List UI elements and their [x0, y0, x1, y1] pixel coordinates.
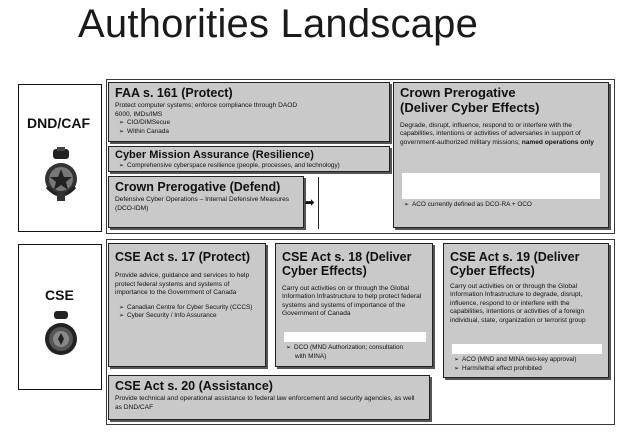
page-title: Authorities Landscape [78, 2, 479, 46]
bullet-arrow-icon: ➢ [119, 162, 125, 169]
bullet-arrow-icon: ➢ [454, 365, 460, 372]
crown-prerogative-defend-box [108, 176, 304, 228]
faa-s161-protect-box [108, 82, 390, 142]
cse-act-s19-heading-line2: Cyber Effects) [450, 264, 535, 279]
cse-act-s19-bullets [450, 356, 576, 373]
bullet-arrow-icon: ➢ [286, 345, 292, 351]
bullet-arrow-icon: ➢ [119, 128, 125, 135]
cyber-mission-assurance-box [108, 146, 390, 172]
connector-line [318, 177, 319, 229]
bullet-arrow-icon: ➢ [454, 357, 460, 363]
redaction-block [452, 344, 602, 354]
cse-act-s19-box [443, 243, 609, 378]
crown-prerogative-deliver-description [400, 122, 602, 147]
crown-prerogative-deliver-heading-line2: (Deliver Cyber Effects) [400, 99, 540, 115]
cse-label: CSE [45, 287, 74, 303]
cse-act-s17-heading: CSE Act s. 17 (Protect) [115, 250, 250, 264]
cse-act-s18-bullets [282, 344, 403, 361]
bullet-arrow-icon: ➢ [404, 202, 410, 208]
cse-act-s18-description: Carry out activities on or through the Global Information Infrastructure to help protect federal systems and systems of importance of the Government of Canada [282, 284, 422, 318]
faa-s161-heading: FAA s. 161 (Protect) [115, 86, 233, 100]
crown-prerogative-deliver-heading-line1: Crown Prerogative [400, 85, 516, 100]
cse-act-s19-heading-line1: CSE Act s. 19 (Deliver [450, 250, 580, 264]
crown-prerogative-deliver-bullet-text: ACO currently defined as DCO-RA + OCO [412, 201, 532, 208]
arrow-right-icon: ➡ [305, 197, 315, 209]
cse-act-s18-bullet [282, 344, 403, 353]
cyber-mission-assurance-bullet [115, 162, 383, 171]
crown-prerogative-defend-heading: Crown Prerogative (Defend) [115, 180, 281, 194]
bullet-arrow-icon: ➢ [119, 304, 125, 311]
cse-act-s20-heading: CSE Act s. 20 (Assistance) [115, 379, 273, 393]
cse-act-s17-bullet [115, 312, 259, 321]
faa-s161-bullet [115, 128, 383, 137]
redaction-block [402, 173, 600, 199]
dnd-caf-org-box [18, 84, 102, 232]
cse-act-s18-heading-line2: Cyber Effects) [282, 264, 367, 279]
crown-prerogative-deliver-box [393, 82, 609, 228]
cse-act-s19-bullet [450, 356, 576, 365]
cse-act-s17-bullet [115, 304, 259, 313]
crown-prerogative-deliver-desc-bold: named operations only [521, 138, 594, 146]
crown-prerogative-defend-description: Defensive Cyber Operations – Internal Defensive Measures (DCO-IDM) [115, 196, 290, 212]
cse-act-s17-description: Provide advice, guidance and services to help protect federal systems and systems of importance to the Government of Canada [115, 272, 250, 297]
cse-org-box [18, 244, 102, 390]
cse-act-s18-bullet-text: DCO (MND Authorization; consultation [294, 344, 404, 351]
faa-s161-bullet-text: CIO/DIMSecue [127, 119, 171, 127]
crown-prerogative-deliver-desc-text: Degrade, disrupt, influence, respond to or interfere with the capabilities, intentions or activities of adversaries in support of government-authorized military missions; [400, 121, 581, 146]
cyber-mission-assurance-bullet-text: Comprehensive cyberspace resilience (people, processes, and technology) [127, 161, 340, 169]
dnd-caf-emblem [39, 147, 83, 203]
dnd-caf-label: DND/CAF [27, 115, 90, 131]
crown-prerogative-deliver-bullet [400, 201, 532, 210]
faa-s161-description: Protect computer systems; enforce compliance through DAOD 6000, IMDs/IMS [115, 102, 298, 118]
cse-act-s17-bullet-text: Canadian Centre for Cyber Security (CCCS) [127, 303, 253, 311]
bullet-arrow-icon: ➢ [119, 120, 125, 127]
cse-act-s18-box [275, 243, 433, 367]
cse-act-s17-bullets [115, 304, 259, 321]
faa-s161-bullet [115, 119, 383, 128]
bullet-arrow-icon: ➢ [119, 313, 125, 320]
cse-act-s17-bullet-text: Cyber Security / Info Assurance [127, 312, 217, 320]
cse-act-s19-bullet-text: ACO (MND and MINA two-key approval) [462, 356, 577, 363]
faa-s161-bullet-text: Within Canada [127, 127, 169, 135]
cse-act-s19-bullet-text: Harm/lethal effect prohibited [462, 364, 542, 372]
cse-act-s20-description: Provide technical and operational assistance to federal law enforcement and security agencies, as well as DND/CAF [115, 395, 415, 411]
cse-act-s20-box [108, 375, 430, 420]
cse-act-s17-box [108, 243, 266, 367]
redaction-block [284, 332, 426, 342]
cse-act-s19-bullet [450, 365, 576, 374]
cse-act-s18-heading-line1: CSE Act s. 18 (Deliver [282, 250, 412, 264]
cse-act-s18-bullet-cont: with MINA) [295, 352, 327, 360]
cyber-mission-assurance-heading: Cyber Mission Assurance (Resilience) [115, 149, 314, 161]
cse-act-s19-description: Carry out activities on or through the Global Information Infrastructure to degrade, disrupt, influence, respond to or interfere with the capabilities, intentions or activities of a foreign individual, state, organization or terrorist group [450, 282, 586, 324]
cse-emblem [43, 311, 79, 359]
